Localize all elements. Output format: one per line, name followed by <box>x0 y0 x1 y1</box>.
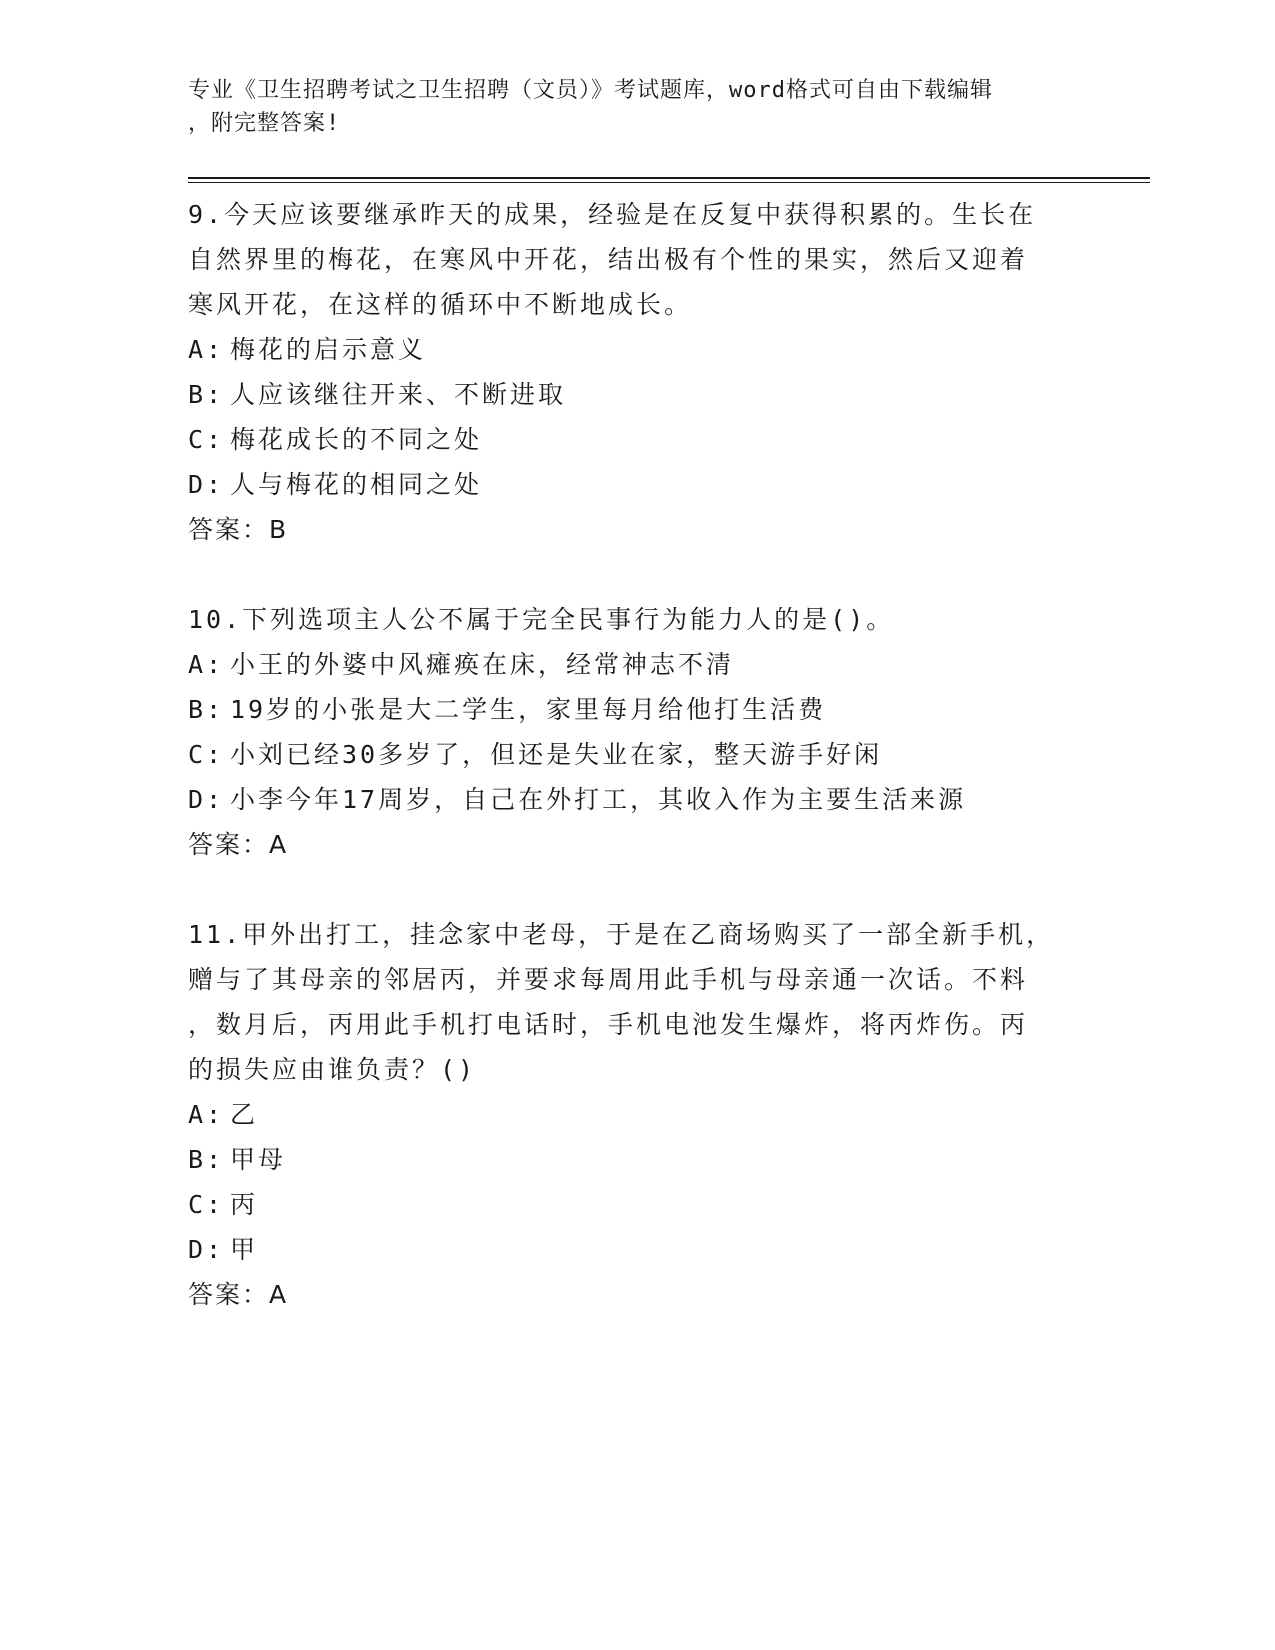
option-text: 人与梅花的相同之处 <box>230 470 483 499</box>
option-text: 梅花成长的不同之处 <box>230 425 483 454</box>
option-letter: A: <box>188 650 225 679</box>
option-letter: A: <box>188 335 225 364</box>
question-text-line: 9.今天应该要继承昨天的成果，经验是在反复中获得积累的。生长在 <box>188 200 1037 229</box>
option-text: 乙 <box>230 1100 259 1129</box>
question-text-line: 11.甲外出打工，挂念家中老母，于是在乙商场购买了一部全新手机， <box>188 920 1055 949</box>
option-text: 小王的外婆中风瘫痪在床，经常神志不清 <box>230 650 735 679</box>
option-a <box>188 642 1068 687</box>
option-letter: B: <box>188 380 225 409</box>
question-list <box>188 192 1068 1317</box>
spacer <box>188 552 1068 597</box>
option-letter: B: <box>188 1145 225 1174</box>
question-text-line: 10.下列选项主人公不属于完全民事行为能力人的是()。 <box>188 605 895 634</box>
question-text-line: 的损失应由谁负责？() <box>188 1055 477 1084</box>
option-text: 丙 <box>230 1190 259 1219</box>
option-b <box>188 1137 1068 1182</box>
option-text: 19岁的小张是大二学生，家里每月给他打生活费 <box>230 695 827 724</box>
question-text-line: ，数月后，丙用此手机打电话时，手机电池发生爆炸，将丙炸伤。丙 <box>188 1010 1029 1039</box>
question-11 <box>188 912 1068 1317</box>
answer-label: 答案：A <box>188 1280 289 1309</box>
header-divider-thick <box>188 177 1150 179</box>
option-letter: C: <box>188 740 225 769</box>
option-d <box>188 1227 1068 1272</box>
option-text: 梅花的启示意义 <box>230 335 427 364</box>
header-divider-thin <box>188 182 1150 183</box>
option-b <box>188 687 1068 732</box>
option-text: 人应该继往开来、不断进取 <box>230 380 567 409</box>
option-text: 小刘已经30多岁了，但还是失业在家，整天游手好闲 <box>230 740 883 769</box>
option-a <box>188 327 1068 372</box>
option-c <box>188 1182 1068 1227</box>
option-letter: D: <box>188 1235 225 1264</box>
option-letter: D: <box>188 470 225 499</box>
option-letter: A: <box>188 1100 225 1129</box>
answer-label: 答案：A <box>188 830 289 859</box>
header-line-1: 专业《卫生招聘考试之卫生招聘（文员）》考试题库，word格式可自由下载编辑 <box>188 78 993 103</box>
option-c <box>188 732 1068 777</box>
option-letter: B: <box>188 695 225 724</box>
option-d <box>188 462 1068 507</box>
header-line-2: ，附完整答案! <box>188 111 341 136</box>
question-text-line: 寒风开花，在这样的循环中不断地成长。 <box>188 290 693 319</box>
question-text-line: 自然界里的梅花，在寒风中开花，结出极有个性的果实，然后又迎着 <box>188 245 1029 274</box>
question-10 <box>188 597 1068 867</box>
option-letter: C: <box>188 1190 225 1219</box>
option-a <box>188 1092 1068 1137</box>
question-text-line: 赠与了其母亲的邻居丙，并要求每周用此手机与母亲通一次话。不料 <box>188 965 1029 994</box>
answer-label: 答案：B <box>188 515 289 544</box>
option-text: 小李今年17周岁，自己在外打工，其收入作为主要生活来源 <box>230 785 967 814</box>
option-d <box>188 777 1068 822</box>
document-header <box>188 74 1068 140</box>
option-letter: C: <box>188 425 225 454</box>
option-text: 甲 <box>230 1235 259 1264</box>
option-letter: D: <box>188 785 225 814</box>
spacer <box>188 867 1068 912</box>
question-9 <box>188 192 1068 552</box>
option-b <box>188 372 1068 417</box>
option-c <box>188 417 1068 462</box>
option-text: 甲母 <box>230 1145 287 1174</box>
